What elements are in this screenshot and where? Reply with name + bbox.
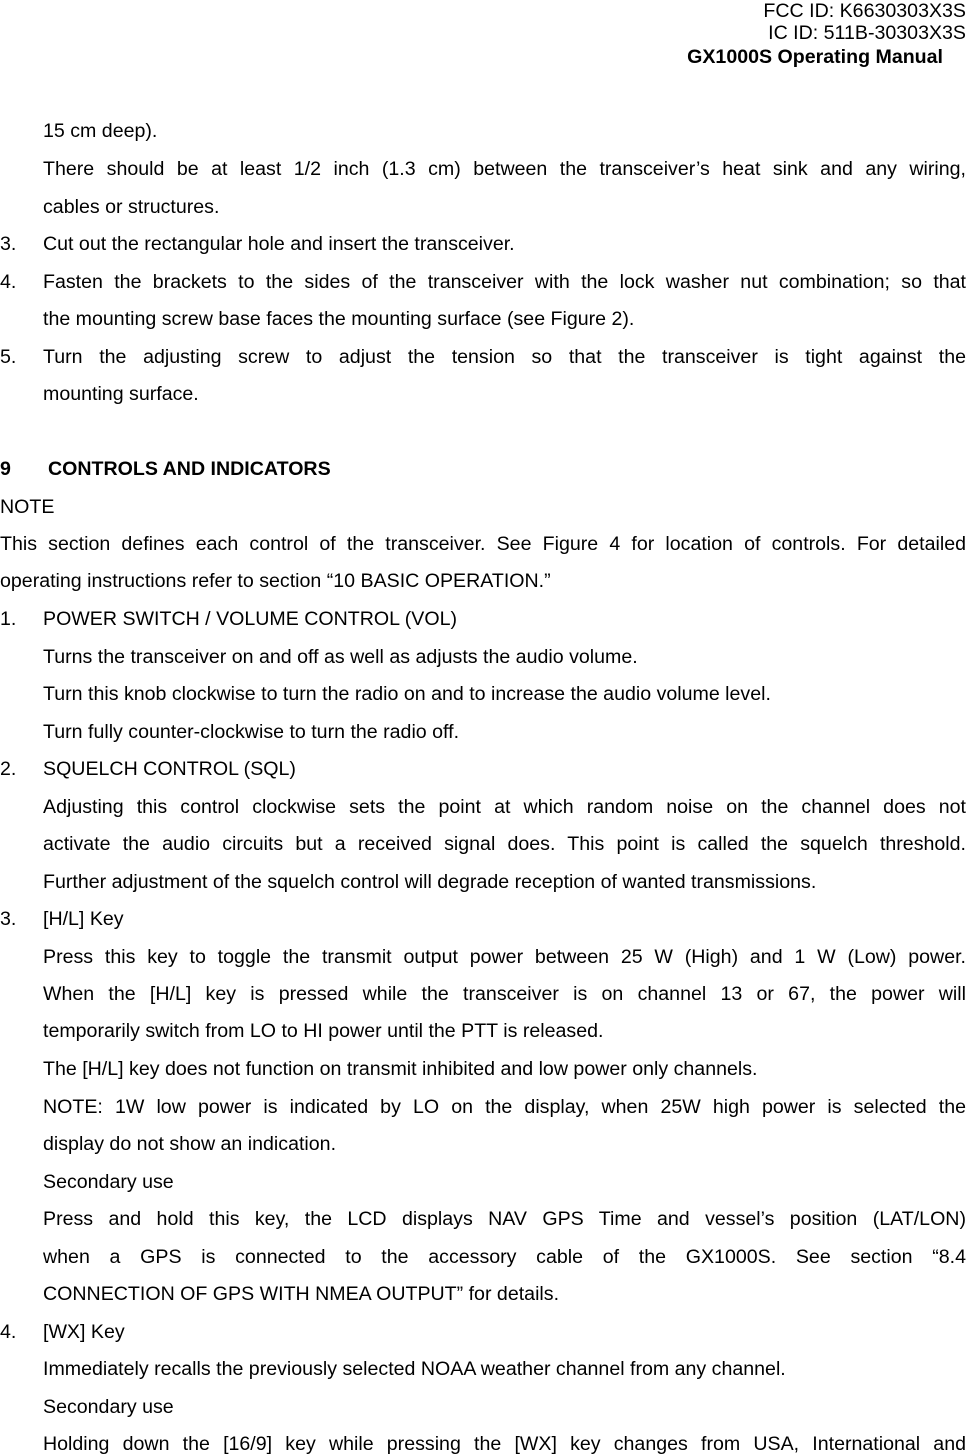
list-text: POWER SWITCH / VOLUME CONTROL (VOL) <box>43 608 458 630</box>
list-number: 1. <box>0 608 17 630</box>
paragraph-line: This section defines each control of the transceiver. See Figure 4 for location of controls. For detailed <box>0 533 966 555</box>
paragraph-line: Press this key to toggle the transmit output power between 25 W (High) and 1 W (Low) power. <box>43 946 966 968</box>
paragraph-line: operating instructions refer to section “10 BASIC OPERATION.” <box>0 570 551 592</box>
note-label: NOTE <box>0 496 55 518</box>
paragraph-line: CONNECTION OF GPS WITH NMEA OUTPUT” for details. <box>43 1283 560 1305</box>
paragraph-line: Secondary use <box>43 1396 174 1418</box>
list-number: 2. <box>0 758 17 780</box>
paragraph-line: Immediately recalls the previously selected NOAA weather channel from any channel. <box>43 1358 786 1380</box>
paragraph-line: NOTE: 1W low power is indicated by LO on the display, when 25W high power is selected the <box>43 1096 966 1118</box>
section-title: CONTROLS AND INDICATORS <box>48 458 331 480</box>
list-number: 5. <box>0 346 17 368</box>
list-text: Turn the adjusting screw to adjust the tension so that the transceiver is tight against the <box>43 346 966 368</box>
list-text: Fasten the brackets to the sides of the transceiver with the lock washer nut combination; so that <box>43 271 966 293</box>
paragraph-line: There should be at least 1/2 inch (1.3 cm) between the transceiver’s heat sink and any wiring, <box>43 158 966 180</box>
list-text: [H/L] Key <box>43 908 124 930</box>
paragraph-line: when a GPS is connected to the accessory cable of the GX1000S. See section “8.4 <box>43 1246 966 1268</box>
list-text: [WX] Key <box>43 1321 125 1343</box>
list-number: 3. <box>0 908 17 930</box>
paragraph-line: Turns the transceiver on and off as well as adjusts the audio volume. <box>43 646 638 668</box>
paragraph-line: Turn fully counter-clockwise to turn the radio off. <box>43 721 460 743</box>
paragraph-line: Adjusting this control clockwise sets the point at which random noise on the channel does not <box>43 796 966 818</box>
list-number: 4. <box>0 1321 17 1343</box>
paragraph-line: mounting surface. <box>43 383 199 405</box>
paragraph-line: Press and hold this key, the LCD displays NAV GPS Time and vessel’s position (LAT/LON) <box>43 1208 966 1230</box>
paragraph-line: temporarily switch from LO to HI power until the PTT is released. <box>43 1020 604 1042</box>
section-number: 9 <box>0 458 11 480</box>
list-number: 4. <box>0 271 17 293</box>
paragraph-line: display do not show an indication. <box>43 1133 337 1155</box>
manual-title: GX1000S Operating Manual <box>687 46 943 68</box>
paragraph-line: Further adjustment of the squelch control will degrade reception of wanted transmissions. <box>43 871 817 893</box>
ic-id: IC ID: 511B-30303X3S <box>768 22 966 44</box>
list-number: 3. <box>0 233 17 255</box>
paragraph-line: activate the audio circuits but a received signal does. This point is called the squelch threshold. <box>43 833 966 855</box>
paragraph-line: the mounting screw base faces the mounting surface (see Figure 2). <box>43 308 635 330</box>
list-text: Cut out the rectangular hole and insert the transceiver. <box>43 233 515 255</box>
fcc-id: FCC ID: K6630303X3S <box>763 0 966 22</box>
paragraph-line: 15 cm deep). <box>43 120 158 142</box>
paragraph-line: When the [H/L] key is pressed while the transceiver is on channel 13 or 67, the power will <box>43 983 966 1005</box>
list-text: SQUELCH CONTROL (SQL) <box>43 758 296 780</box>
paragraph-line: Secondary use <box>43 1171 174 1193</box>
paragraph-line: cables or structures. <box>43 196 220 218</box>
paragraph-line: The [H/L] key does not function on transmit inhibited and low power only channels. <box>43 1058 758 1080</box>
paragraph-line: Turn this knob clockwise to turn the radio on and to increase the audio volume level. <box>43 683 771 705</box>
paragraph-line: Holding down the [16/9] key while pressing the [WX] key changes from USA, International and <box>43 1433 966 1455</box>
